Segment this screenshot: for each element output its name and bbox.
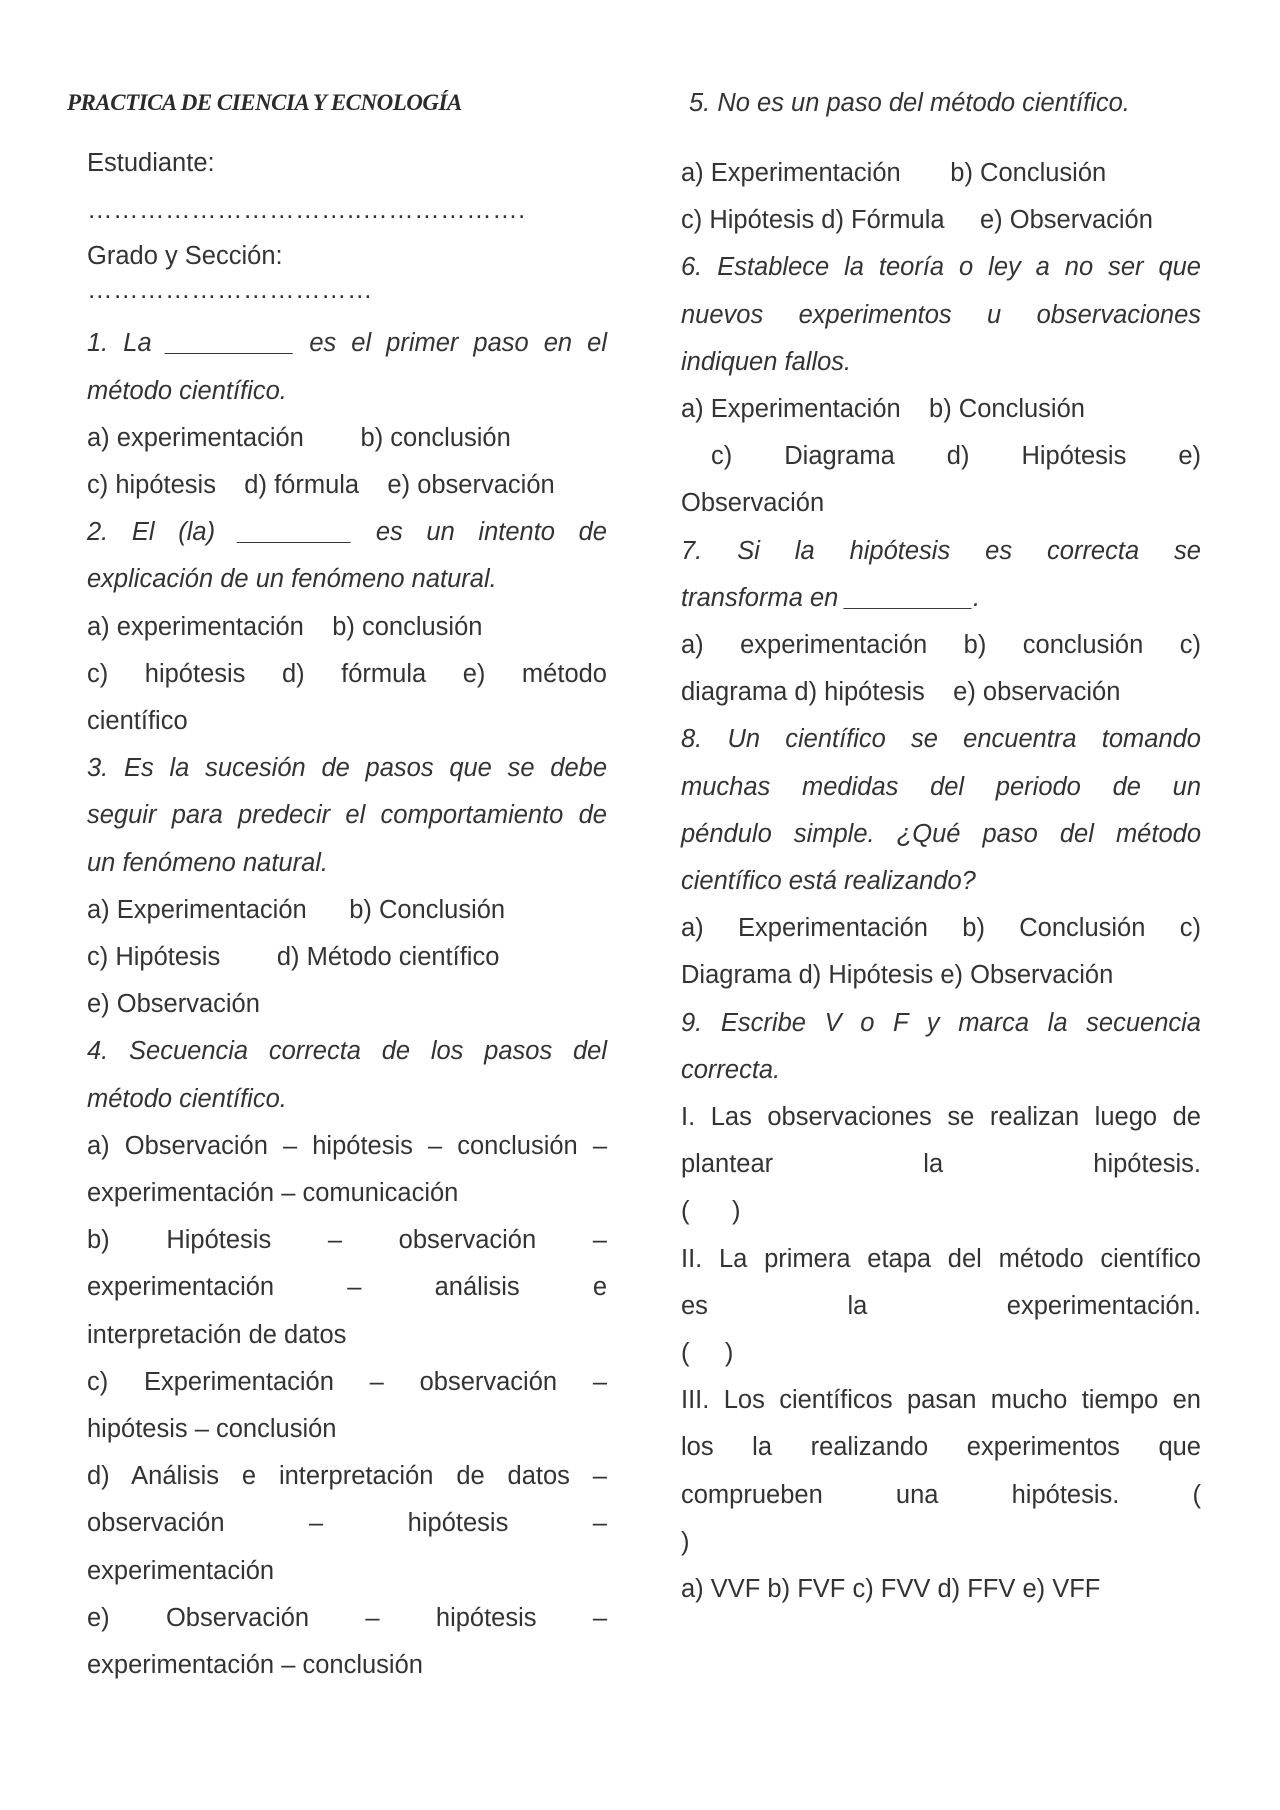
answer-options: c) hipótesis d) fórmula e) observación (87, 471, 555, 500)
question-1 (87, 320, 607, 509)
question-text: 6. Establece la teoría o ley a no ser que (681, 253, 1201, 282)
answer-option-c: c) Experimentación – observación – (87, 1367, 607, 1396)
statement-iii: comprueben una hipótesis. ( (681, 1480, 1201, 1509)
question-4 (87, 1028, 607, 1689)
question-text: correcta. (681, 1055, 781, 1084)
answer-option-e: experimentación – conclusión (87, 1651, 423, 1680)
answer-option-b: b) Hipótesis – observación – (87, 1226, 607, 1255)
question-text: científico está realizando? (681, 867, 976, 896)
answer-options: Observación (681, 489, 825, 518)
answer-option-a: a) Observación – hipótesis – conclusión – (87, 1131, 607, 1160)
question-text: 3. Es la sucesión de pasos que se debe (87, 754, 607, 783)
question-8 (681, 716, 1201, 999)
question-text: transforma en _________. (681, 583, 981, 612)
answer-option-d: observación – hipótesis – (87, 1509, 607, 1538)
answer-option-c: hipótesis – conclusión (87, 1415, 337, 1444)
answer-blank: ( ) (681, 1197, 741, 1226)
right-column (681, 80, 1201, 1613)
answer-option-d: experimentación (87, 1556, 275, 1585)
answer-options: a) experimentación b) conclusión (87, 423, 511, 452)
answer-options: a) Experimentación b) Conclusión (87, 895, 506, 924)
answer-blank: ) (681, 1527, 690, 1556)
question-text: 4. Secuencia correcta de los pasos del (87, 1037, 607, 1066)
answer-options: científico (87, 707, 188, 736)
question-text: indiquen fallos. (681, 347, 852, 376)
statement-ii: II. La primera etapa del método científico (681, 1244, 1201, 1273)
left-column (67, 80, 607, 1689)
answer-options: c) Diagrama d) Hipótesis e) (711, 442, 1201, 471)
answer-options: a) Experimentación b) Conclusión (681, 395, 1085, 424)
answer-options: diagrama d) hipótesis e) observación (681, 678, 1121, 707)
question-3 (87, 745, 607, 1028)
question-6 (681, 244, 1201, 527)
page-title: PRACTICA DE CIENCIA Y ECNOLOGÍA (67, 90, 462, 115)
student-name-blank: …………………………..………………. (87, 196, 526, 225)
statement-iii: los la realizando experimentos que (681, 1433, 1201, 1462)
statement-ii: es la experimentación. (681, 1291, 1201, 1320)
question-2 (87, 509, 607, 745)
question-5 (681, 150, 1201, 244)
question-text: muchas medidas del periodo de un (681, 772, 1201, 801)
question-text: 8. Un científico se encuentra tomando (681, 725, 1201, 754)
answer-options: Diagrama d) Hipótesis e) Observación (681, 961, 1114, 990)
answer-options: e) Observación (87, 990, 260, 1019)
grade-label: Grado y Sección: (87, 242, 283, 271)
answer-options: a) experimentación b) conclusión (87, 612, 483, 641)
answer-option-d: d) Análisis e interpretación de datos – (87, 1462, 607, 1491)
statement-iii: III. Los científicos pasan mucho tiempo en (681, 1386, 1201, 1415)
answer-blank: ( ) (681, 1339, 734, 1368)
question-text: un fenómeno natural. (87, 848, 329, 877)
question-text: 2. El (la) ________ es un intento de (87, 518, 607, 547)
question-text: 1. La _________ es el primer paso en el (87, 329, 607, 358)
question-text: seguir para predecir el comportamiento de (87, 801, 607, 830)
answer-options: a) experimentación b) conclusión c) (681, 631, 1201, 660)
answer-option-b: interpretación de datos (87, 1320, 347, 1349)
question-5-text: 5. No es un paso del método científico. (689, 89, 1130, 117)
answer-options: a) Experimentación b) Conclusión c) (681, 914, 1201, 943)
question-text: 9. Escribe V o F y marca la secuencia (681, 1008, 1201, 1037)
answer-option-b: experimentación – análisis e (87, 1273, 607, 1302)
answer-options: a) VVF b) FVF c) FVV d) FFV e) VFF (681, 1575, 1101, 1604)
student-label: Estudiante: (87, 149, 215, 177)
answer-options: c) Hipótesis d) Fórmula e) Observación (681, 206, 1153, 235)
answer-options: c) hipótesis d) fórmula e) método (87, 659, 607, 688)
question-text: nuevos experimentos u observaciones (681, 300, 1201, 329)
question-text: método científico. (87, 1084, 287, 1113)
question-text: péndulo simple. ¿Qué paso del método (681, 819, 1201, 848)
grade-blank: …………………………… (87, 276, 373, 305)
question-9 (681, 1000, 1201, 1614)
question-text: explicación de un fenómeno natural. (87, 565, 497, 594)
question-7 (681, 528, 1201, 717)
question-text: método científico. (87, 376, 287, 405)
answer-option-e: e) Observación – hipótesis – (87, 1603, 607, 1632)
statement-i: I. Las observaciones se realizan luego de (681, 1103, 1201, 1132)
statement-i: plantear la hipótesis. (681, 1150, 1201, 1179)
answer-options: a) Experimentación b) Conclusión (681, 159, 1107, 187)
answer-options: c) Hipótesis d) Método científico (87, 943, 500, 972)
question-text: 7. Si la hipótesis es correcta se (681, 536, 1201, 565)
answer-option-a: experimentación – comunicación (87, 1179, 459, 1208)
